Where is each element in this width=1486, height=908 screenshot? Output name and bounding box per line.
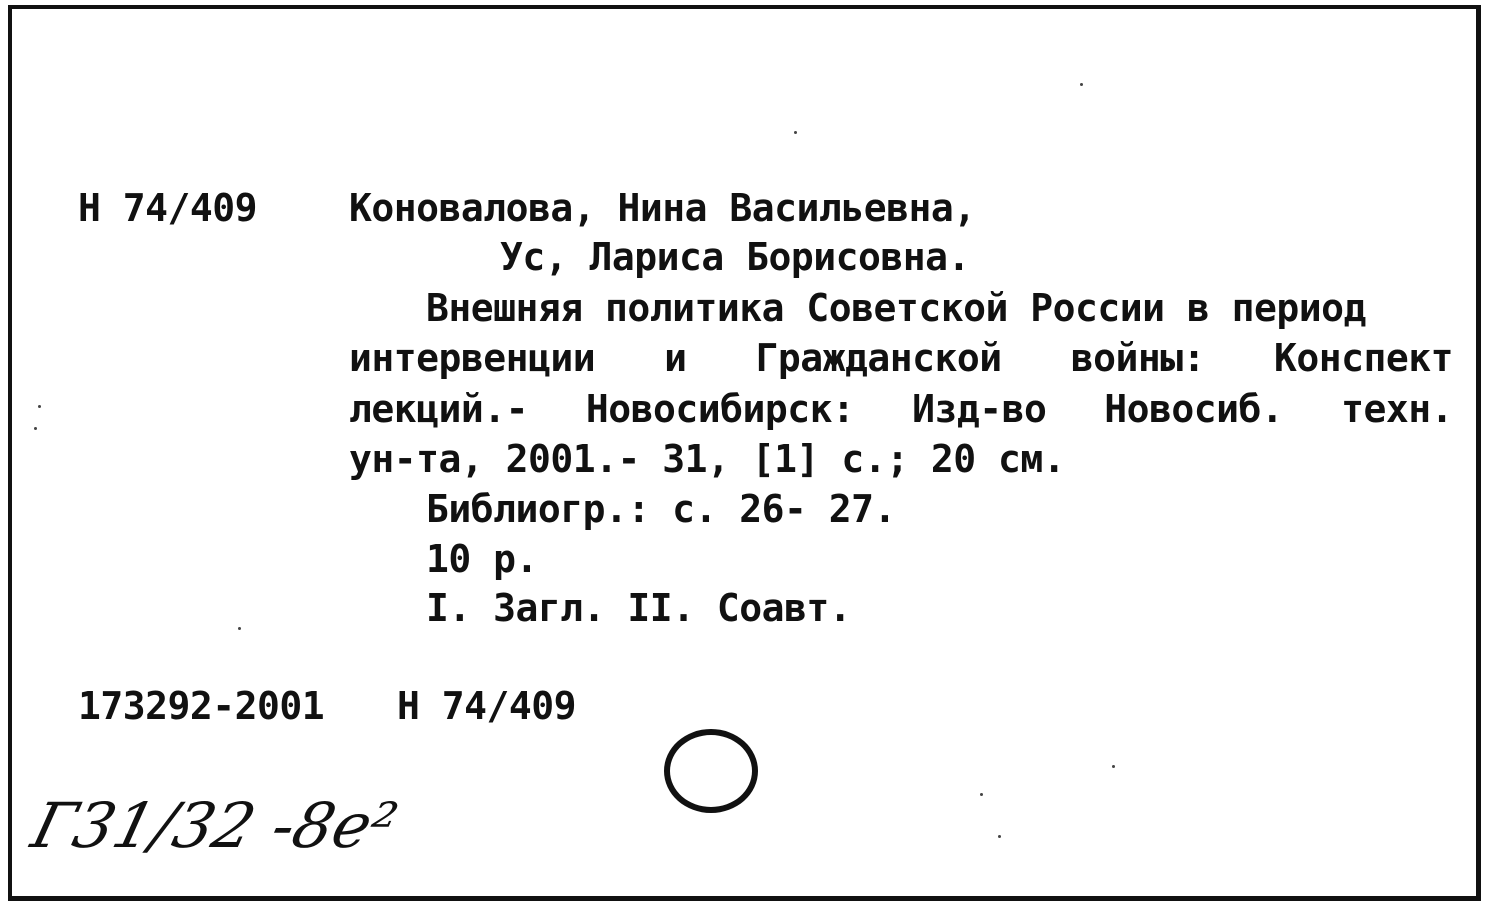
speck: [998, 835, 1001, 838]
call-number: Н 74/409: [78, 186, 258, 230]
speck: [238, 627, 241, 630]
title-word: лекций.-: [349, 387, 529, 431]
coauthor-heading: Ус, Лариса Борисовна.: [500, 235, 970, 279]
accession-number: 173292-2001: [78, 684, 325, 728]
speck: [38, 405, 41, 408]
speck: [1080, 83, 1083, 86]
title-word: Гражданской: [755, 336, 1002, 380]
tracings: I. Загл. II. Соавт.: [426, 586, 852, 630]
title-word: Новосибирск:: [585, 387, 855, 431]
title-word: войны:: [1070, 336, 1205, 380]
handwritten-note: Г31/32 -8е²: [24, 789, 405, 862]
title-line-1: Внешняя политика Советской России в период: [426, 286, 1366, 330]
footer-call-number: Н 74/409: [397, 684, 577, 728]
title-word: Конспект: [1273, 336, 1453, 380]
title-line-2: [349, 336, 1453, 380]
title-word: Изд-во: [912, 387, 1047, 431]
speck: [1112, 765, 1115, 768]
title-word: интервенции: [349, 336, 596, 380]
catalog-card: [8, 5, 1481, 901]
speck: [980, 793, 983, 796]
title-word: Новосиб.: [1104, 387, 1284, 431]
author-heading: Коновалова, Нина Васильевна,: [349, 186, 976, 230]
title-word: и: [664, 336, 687, 380]
speck: [794, 131, 797, 134]
bibliography-note: Библиогр.: с. 26- 27.: [426, 487, 896, 531]
price: 10 р.: [426, 537, 538, 581]
title-line-4: ун-та, 2001.- 31, [1] с.; 20 см.: [349, 437, 1066, 481]
speck: [34, 427, 37, 430]
title-line-3: [349, 387, 1453, 431]
title-word: техн.: [1341, 387, 1453, 431]
punch-hole: [664, 729, 758, 813]
